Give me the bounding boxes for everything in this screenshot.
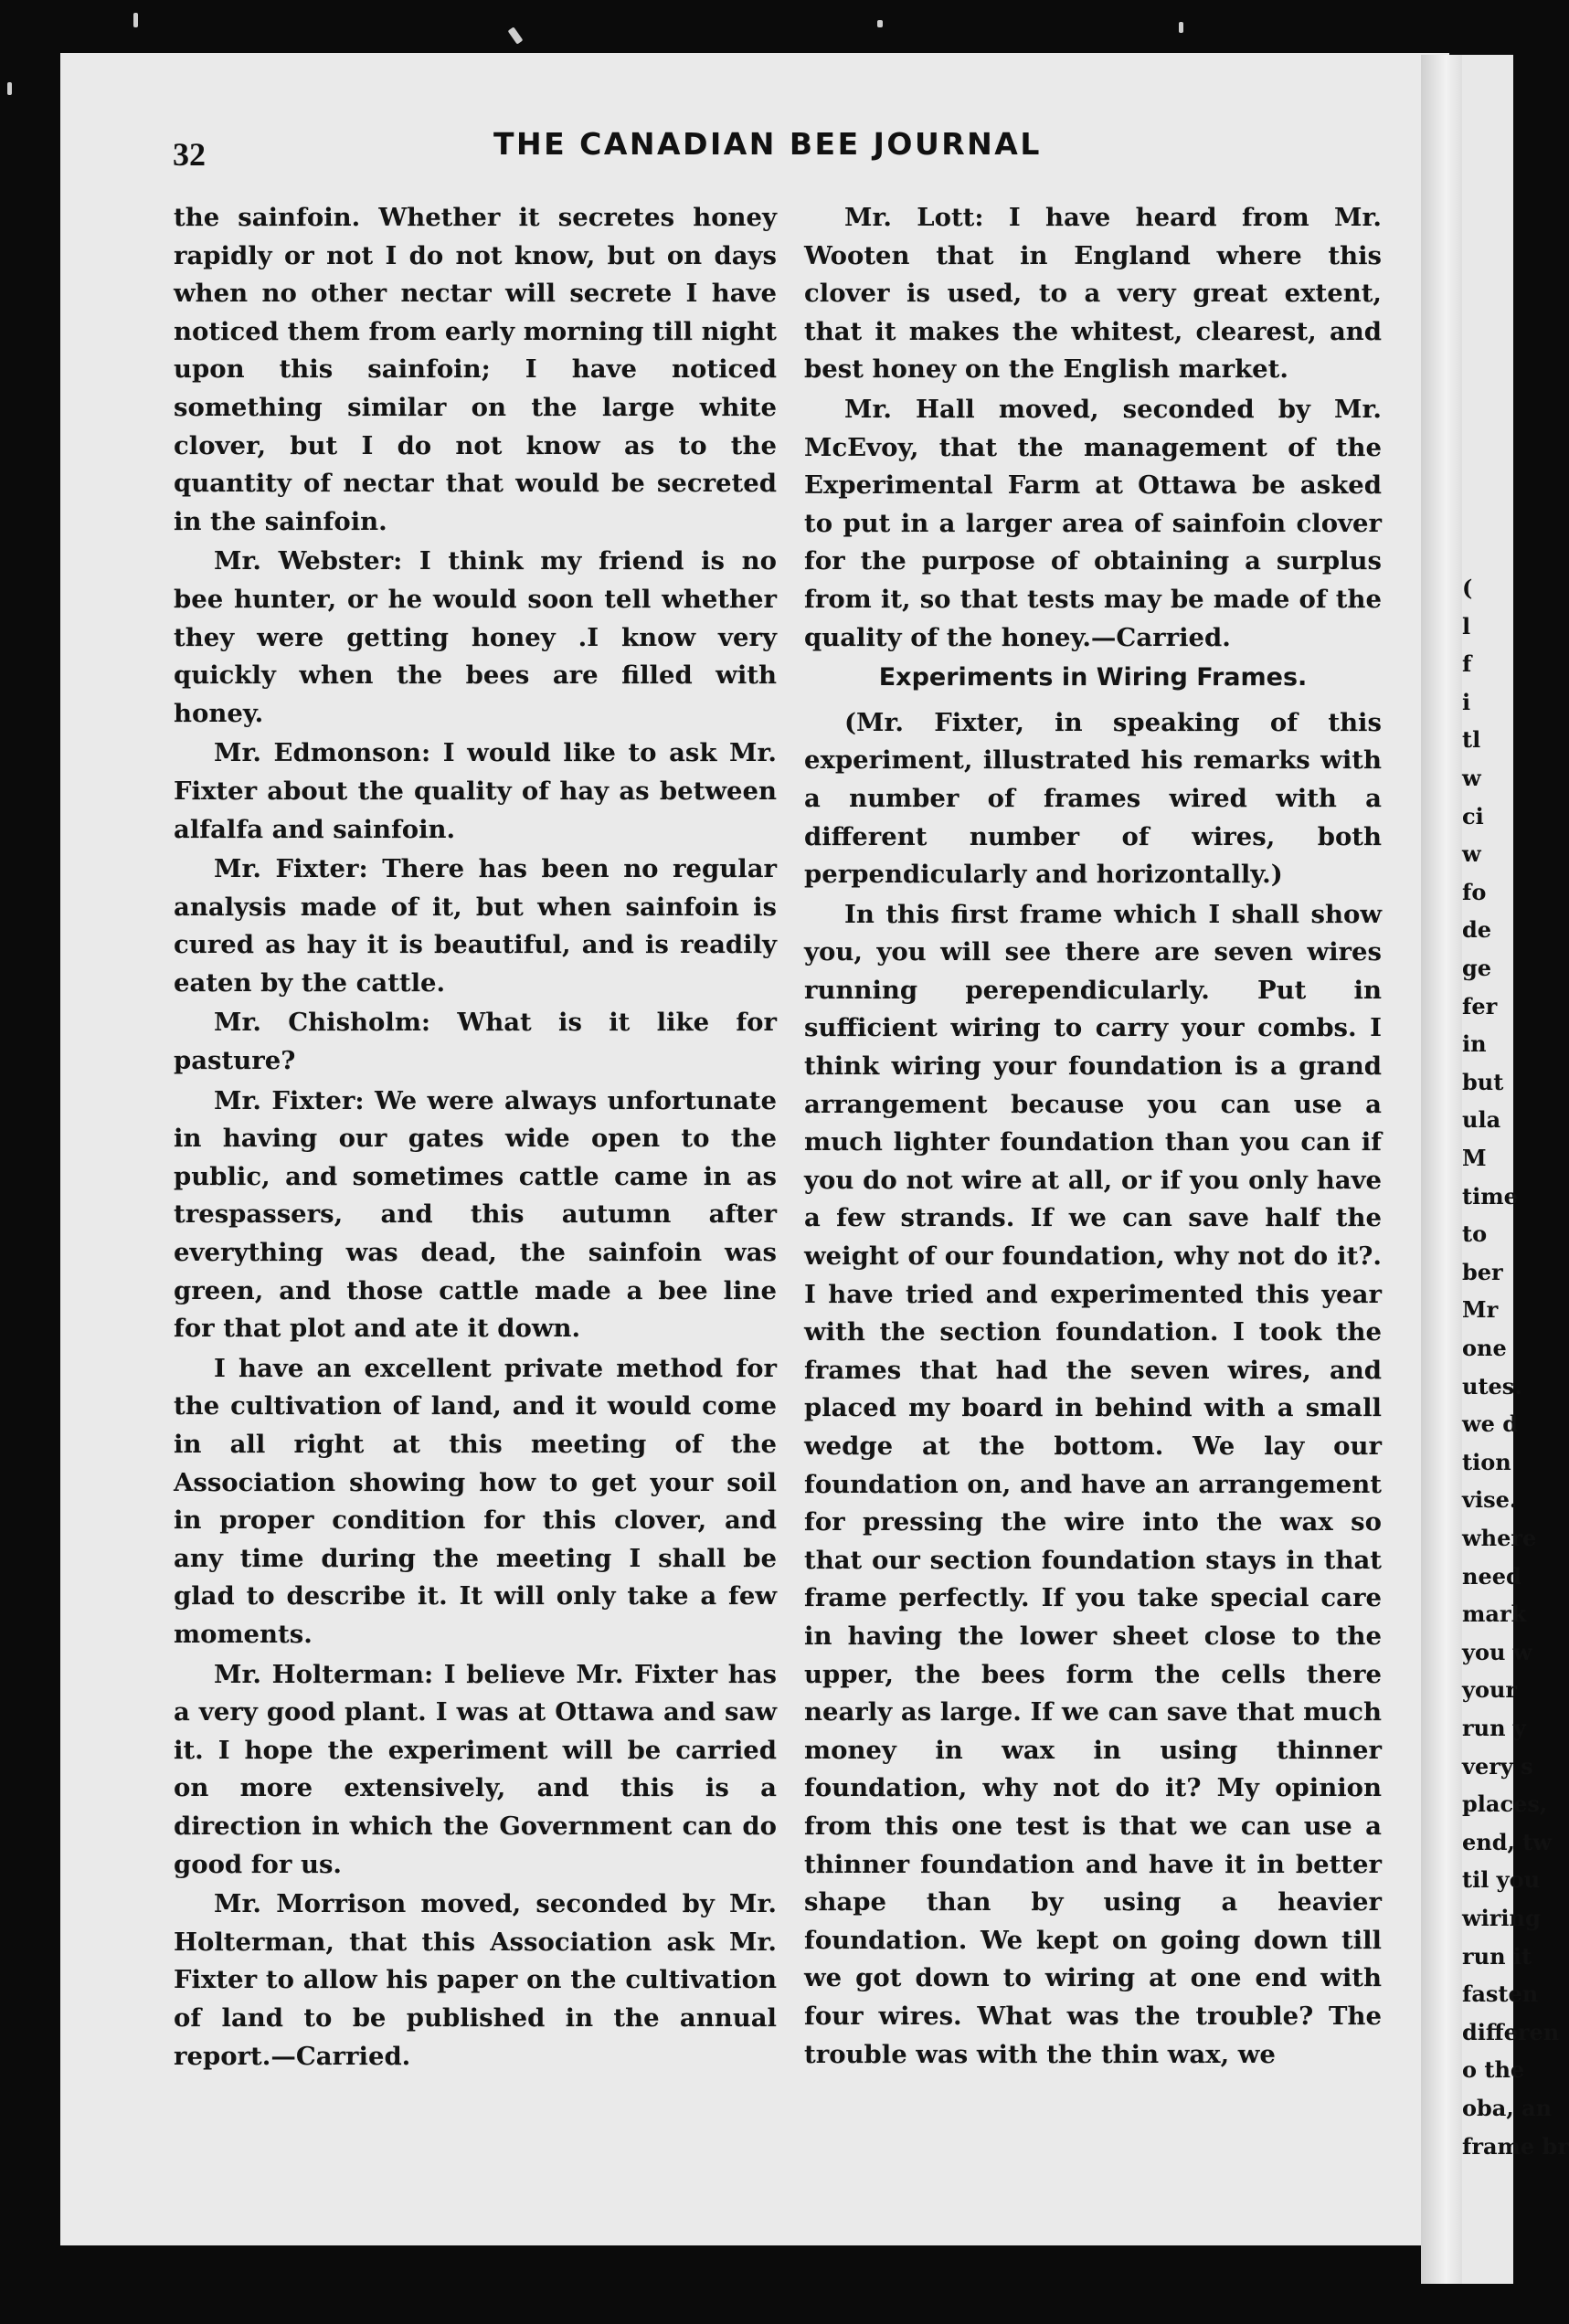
paragraph: Mr. Webster: I think my friend is no bee hunter, or he would soon tell whether they were getting honey .I know very quickly when the bees are filled with honey.	[174, 546, 777, 728]
next-page-fragment: very s	[1462, 1752, 1533, 1780]
next-page-fragment: w	[1462, 765, 1481, 791]
next-page-fragment: frame br	[1462, 2132, 1569, 2160]
next-page-fragment: tl	[1462, 726, 1481, 754]
next-page-fragment: but	[1462, 1068, 1504, 1095]
next-page-fragment: tion	[1462, 1448, 1511, 1475]
right-column	[804, 199, 1382, 2076]
journal-title: THE CANADIAN BEE JOURNAL	[493, 126, 1042, 162]
next-page-fragment: run y	[1462, 1715, 1526, 1741]
next-page-fragment: vise.	[1462, 1486, 1518, 1514]
next-page-fragment: i	[1462, 688, 1471, 715]
next-page-fragment: Mr	[1462, 1296, 1499, 1324]
next-page-fragment: ula	[1462, 1106, 1501, 1134]
paragraph: Mr. Hall moved, seconded by Mr. McEvoy, that the management of the Experimental Farm at Ottawa be asked to put in a larger area of sainfoin clover for the purpose of obtaining a surplus from it, so that tests may be made of the quality of the honey.—Carried.	[804, 394, 1382, 652]
next-page-fragment: need	[1462, 1562, 1521, 1590]
next-page-fragment: you w	[1462, 1638, 1532, 1665]
paragraph: the sainfoin. Whether it secretes honey rapidly or not I do not know, but on days when no other nectar will secrete I have noticed them from early morning till night upon this sainfoin; I have noticed something similar on the large white clover, but I do not know as to the quantity of nectar that would be secreted in the sainfoin.	[174, 203, 777, 536]
next-page-fragment: in	[1462, 1030, 1487, 1058]
next-page-fragment: fasten	[1462, 1981, 1539, 2008]
paragraph: Mr. Morrison moved, seconded by Mr. Holterman, that this Association ask Mr. Fixter to allow his paper on the cultivation of land to be published in the annual report.—Carried.	[174, 1889, 777, 2071]
next-page-fragment: differen	[1462, 2018, 1560, 2045]
next-page-fragment: to	[1462, 1220, 1488, 1248]
paragraph: I have an excellent private method for the cultivation of land, and it would come in all right at this meeting of the Association showing how to get your soil in proper condition for this clover, and any time during the meeting I shall be glad to describe it. It will only take a few moments.	[174, 1353, 777, 1649]
adjacent-page-edge	[1462, 55, 1569, 2284]
next-page-fragment: oba, an	[1462, 2095, 1553, 2121]
section-heading: Experiments in Wiring Frames.	[878, 663, 1308, 692]
next-page-fragment: places,	[1462, 1791, 1548, 1818]
next-page-fragment: where	[1462, 1525, 1537, 1551]
next-page-fragment: l	[1462, 612, 1471, 639]
next-page-fragment: ci	[1462, 802, 1484, 829]
next-page-fragment: ber	[1462, 1258, 1503, 1285]
next-page-fragment: o the	[1462, 2056, 1525, 2084]
next-page-fragment: utes.	[1462, 1372, 1522, 1400]
paragraph: Mr. Fixter: We were always unfortunate in having our gates wide open to the public, and sometimes cattle came in as trespassers, and this autumn after everything was dead, the sainfoin was green, and those cattle made a bee line for that plot and ate it down.	[174, 1085, 777, 1344]
next-page-fragment: fo	[1462, 878, 1487, 905]
next-page-fragment: time	[1462, 1182, 1518, 1210]
next-page-fragment: w	[1462, 840, 1481, 868]
page-number: 32	[173, 136, 206, 173]
next-page-fragment: one	[1462, 1335, 1507, 1361]
paragraph: Mr. Lott: I have heard from Mr. Wooten that in England where this clover is used, to a very great extent, that it makes the whitest, clearest, and best honey on the English market.	[804, 203, 1382, 385]
page-gutter	[1421, 55, 1467, 2284]
paragraph: Mr. Holterman: I believe Mr. Fixter has a very good plant. I was at Ottawa and saw it. I hope the experiment will be carried on more extensively, and this is a direction in which the Government can do good for us.	[174, 1659, 777, 1879]
next-page-fragment: mark	[1462, 1600, 1527, 1628]
next-page-fragment: your	[1462, 1676, 1518, 1704]
next-page-fragment: run it	[1462, 1942, 1532, 1970]
next-page-fragment: wiring	[1462, 1905, 1541, 1931]
next-page-fragment: (	[1462, 575, 1473, 601]
next-page-fragment: M	[1462, 1145, 1487, 1171]
next-page-fragment: we d	[1462, 1410, 1519, 1438]
paragraph: Mr. Edmonson: I would like to ask Mr. Fixter about the quality of hay as between alfalfa and sainfoin.	[174, 738, 777, 844]
left-column	[174, 199, 777, 2077]
next-page-fragment: fer	[1462, 992, 1498, 1019]
next-page-fragment: f	[1462, 650, 1472, 678]
paragraph: (Mr. Fixter, in speaking of this experiment, illustrated his remarks with a number of frames wired with a different number of wires, both perpendicularly and horizontally.)	[804, 707, 1382, 890]
paragraph: Mr. Chisholm: What is it like for pasture?	[174, 1008, 777, 1076]
next-page-fragment: til you	[1462, 1866, 1541, 1894]
next-page-fragment: de	[1462, 916, 1492, 944]
paragraph: In this first frame which I shall show you, you will see there are seven wires running perependicularly. Put in sufficient wiring to carry your combs. I think wiring your foundation is a grand arrangement because you can use a much lighter foundation than you can if you do not wire at all, or if you only have a few strands. If we can save half the weight of our foundation, why not do it?. I have tried and experimented this year with the section foundation. I took the frames that had the seven wires, and placed my board in behind with a small wedge at the bottom. We lay our foundation on, and have an arrangement for pressing the wire into the wax so that our section foundation stays in that frame perfectly. If you take special care in having the lower sheet close to the upper, the bees form the cells there nearly as large. If we can save that much money in wax in using thinner foundation, why not do it? My opinion from this one test is that we can use a thinner foundation and have it in better shape than by using a heavier foundation. We kept on going down till we got down to wiring at one end with four wires. What was the trouble? The trouble was with the thin wax, we	[804, 899, 1382, 2069]
next-page-fragment: ge	[1462, 955, 1492, 981]
next-page-fragment: end, tw	[1462, 1828, 1552, 1855]
paragraph: Mr. Fixter: There has been no regular analysis made of it, but when sainfoin is cured as hay it is beautiful, and is readily eaten by the cattle.	[174, 854, 777, 998]
